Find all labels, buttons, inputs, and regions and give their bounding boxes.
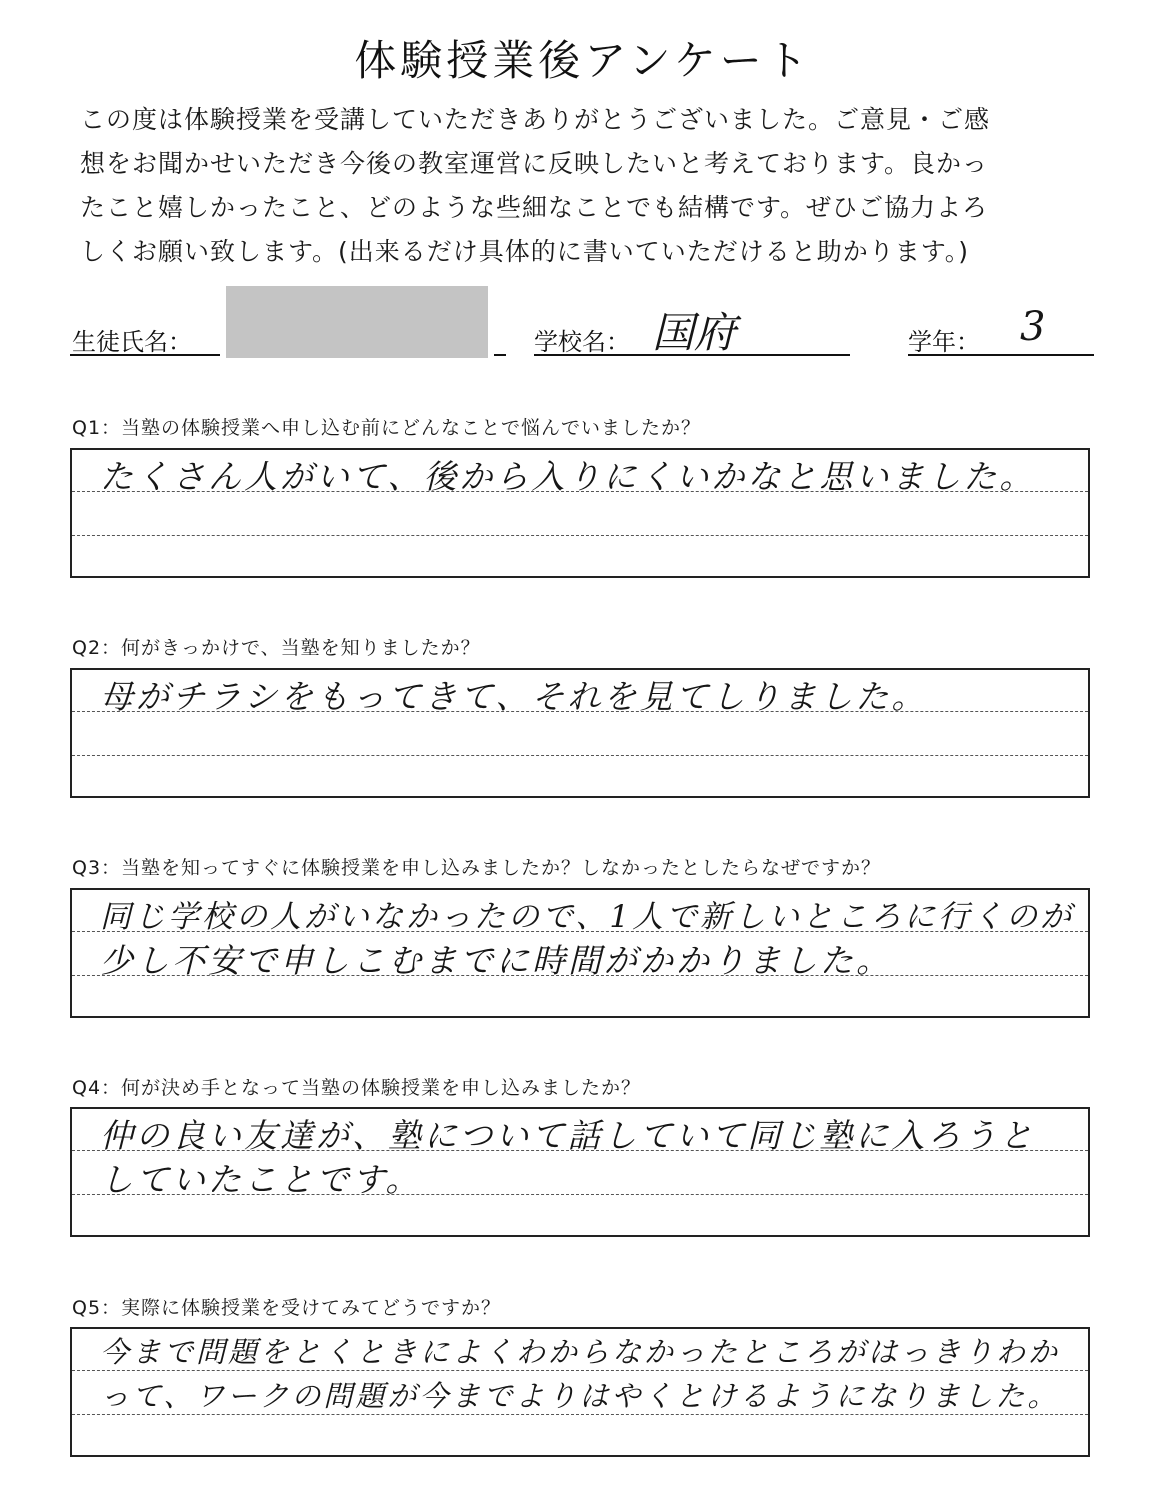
answer-text-line: 仲の良い友達が、塾について話していて同じ塾に入ろうと: [100, 1116, 1036, 1155]
question-3-label: Q3：当塾を知ってすぐに体験授業を申し込みましたか？しなかったとしたらなぜですか？: [72, 857, 882, 879]
question-2-answer-box: [70, 668, 1090, 798]
grade-label: 学年：: [908, 328, 980, 356]
answer-text-line: 今まで問題をとくときによくわからなかったところがはっきりわか: [100, 1335, 1061, 1369]
answer-text-line: 母がチラシをもってきて、それを見てしりました。: [100, 677, 928, 716]
question-5-label: Q5：実際に体験授業を受けてみてどうですか？: [72, 1297, 502, 1319]
answer-text-line: 少し不安で申しこむまでに時間がかかりました。: [100, 941, 892, 980]
intro-text: [80, 98, 1090, 274]
grade-underline: [908, 354, 1094, 356]
intro-line: この度は体験授業を受講していただきありがとうございました。ご意見・ご感: [80, 105, 991, 134]
student-name-redaction: [226, 286, 488, 358]
school-name-label: 学校名：: [534, 328, 630, 356]
intro-line: たこと嬉しかったこと、どのような些細なことでも結構です。ぜひご協力よろ: [80, 193, 989, 222]
question-1-answer-box: [70, 448, 1090, 578]
intro-line: 想をお聞かせいただき今後の教室運営に反映したいと考えております。良かっ: [80, 149, 989, 178]
question-4-label: Q4：何が決め手となって当塾の体験授業を申し込みましたか？: [72, 1077, 642, 1099]
student-name-underline: [70, 354, 220, 356]
school-name-underline: [534, 354, 850, 356]
answer-text-line: 同じ学校の人がいなかったので、1人で新しいところに行くのが: [100, 899, 1075, 935]
answer-rule: [72, 755, 1088, 756]
answer-text-line: たくさん人がいて、後から入りにくいかなと思いました。: [100, 457, 1036, 496]
student-name-underline-end: [494, 354, 506, 356]
question-5-answer-box: [70, 1327, 1090, 1457]
answer-text-line: していたことです。: [100, 1160, 422, 1199]
question-2-label: Q2：何がきっかけで、当塾を知りましたか？: [72, 637, 481, 659]
student-name-label: 生徒氏名：: [72, 328, 192, 356]
answer-rule: [72, 535, 1088, 536]
question-1-label: Q1：当塾の体験授業へ申し込む前にどんなことで悩んでいましたか？: [72, 417, 702, 439]
answer-text-line: って、ワークの問題が今までよりはやくとけるようになりました。: [100, 1379, 1060, 1413]
intro-line: しくお願い致します。(出来るだけ具体的に書いていただけると助かります。): [80, 237, 970, 266]
student-info-row: [70, 286, 1095, 358]
page-title: 体験授業後アンケート: [354, 36, 812, 85]
question-3-answer-box: [70, 888, 1090, 1018]
grade-value: 3: [1020, 304, 1046, 350]
question-4-answer-box: [70, 1107, 1090, 1237]
school-name-value: 国府: [652, 308, 737, 357]
